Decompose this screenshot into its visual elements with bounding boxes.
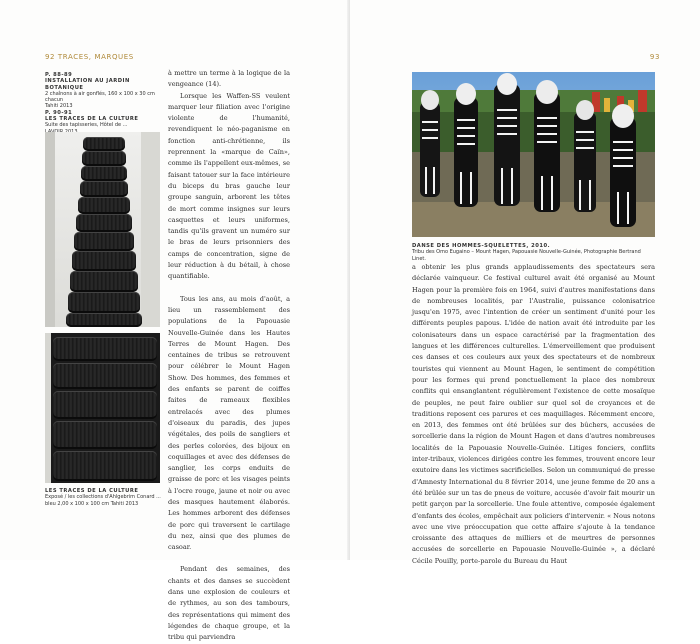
dancers-illustration	[412, 72, 655, 237]
photo-caption-line: Tribu des Omo Eugaino – Mount Hagen, Papouasie Nouvelle-Guinée, Photographie Bertrand Linet.	[412, 249, 641, 262]
caption-top	[45, 72, 167, 135]
left-page	[0, 0, 350, 642]
page-header-right: 93	[649, 53, 660, 61]
paragraph: à mettre un terme à la logique de la vengeance (14).	[168, 69, 290, 89]
paragraph: Lorsque les Waffen-SS veulent marquer leur filiation avec l'origine violente de l'humanité, revendiquent le néo-paganisme en fonction anti-chrétienne, ils reprennent la «marque de Caïn», comme ils l'appellent eux-mêmes, se faisant tatouer sur la face intérieure du biceps du bras gauche leur groupe sanguin, arborent les têtes de mort comme insignes sur leurs casquettes et leurs uniformes, tandis qu'ils gravent un numéro sur le bras de leurs prisonniers des camps de concentration, signe de leur réduction à du bétail, à chose quantifiable.	[168, 91, 290, 281]
skeleton-dancers-photo	[412, 72, 655, 237]
caption-line: Tahiti 2013	[45, 103, 73, 110]
caption-line: INSTALLATION AU JARDIN BOTANIQUE	[45, 78, 130, 91]
caption-line: bleu 2,00 x 100 x 100 cm Tahiti 2013	[45, 500, 139, 507]
photo-caption	[412, 243, 655, 262]
caption-title: LES TRACES DE LA CULTURE	[45, 488, 139, 494]
tire-stack-photo-top	[45, 132, 160, 327]
paragraph: Pendant des semaines, des chants et des danses se succèdent dans une explosion de couleurs et de rythmes, au son des tambours, des représentations qui miment des légendes de chaque groupe, et la tribu qui parviendra	[168, 565, 290, 642]
right-body-column	[412, 262, 655, 565]
page-header-left: 92 TRACES, MARQUES	[45, 53, 134, 61]
paragraph: Tous les ans, au mois d'août, a lieu un rassemblement des populations de la Papouasie Nouvelle-Guinée dans les Hautes Terres de Mount Hagen. Des centaines de tribus se retrouvent pour célébrer le Mount Hagen Show. Des hommes, des femmes et des enfants se parent de coiffes faites de rameaux flexibles entrelacés avec des plumes d'oiseaux du paradis, des jupes végétales, des poils de sangliers et des perles colorées, des bijoux en coquillages et avec des défenses de sanglier, les corps enduits de graisse de porc et les visages peints à l'ocre rouge, jaune et noir ou avec des masques hautement élaborés. Les hommes arborent des défenses de porc qui traversent le cartilage du nez, ainsi que des plumes de casoar.	[168, 294, 290, 552]
caption-line: Exposé / les collections d'Ahlgebrim Conard ...	[45, 494, 161, 501]
tire-stack-photo-bottom	[45, 333, 160, 483]
left-body-column	[168, 68, 290, 644]
caption-line: 2 chaînons à air gonflés, 160 x 100 x 30 cm chacun	[45, 90, 155, 104]
caption-line: LES TRACES DE LA CULTURE	[45, 116, 139, 123]
caption-line: Suite des tapisseries, Hôtel de ...	[45, 122, 128, 129]
photo-caption-title: DANSE DES HOMMES-SQUELETTES, 2010.	[412, 243, 551, 249]
caption-line: P. 90-91	[45, 109, 73, 116]
caption-line: P. 88-89	[45, 72, 73, 78]
paragraph: a obtenir les plus grands applaudissements des spectateurs sera déclarée vainqueur. Ce festival culturel avait été organisé au Mount Hagen pour la première fois en 1964, suivi d'autres manifestations dans de nombreuses localités, par l'Australie, puissance colonisatrice jusqu'en 1975, avec l'intention de créer un sentiment d'unité pour les différents peuples papous. L'idée de nation avait été introduite par les colonisateurs dans un espace caractérisé par la fragmentation des langues et les différences culturelles. L'émerveillement que produisent ces danses et ces couleurs aux yeux des spectateurs et de nombreux touristes qui viennent au Mount Hagen, le sentiment de compétition pour les formes qui prend ponctuellement la place des nombreux conflits qui ensanglantent régulièrement l'existence de cette mosaïque de peuples, ne peut faire oublier sur quel sol de croyances et de traditions reposent ces parures et ces maquillages. Récemment encore, en 2013, des femmes ont été brûlées sur des bûchers, accusées de sorcellerie dans la région de Mount Hagen et dans d'autres nombreuses localités de la Papouasie Nouvelle-Guinée. Litiges fonciers, conflits inter-tribaux, violences dirigées contre les femmes, trouvent encore leur exutoire dans les victimes sacrificielles. Selon un communiqué de presse d'Amnesty International du 8 février 2014, une jeune femme de 20 ans a été brûlée sur un tas de pneus de voiture, accusée d'avoir fait mourir un petit garçon par la sorcellerie. Une foule attentive, composée également d'enfants des écoles, empêchait aux policiers d'intervenir. « Nous notons avec une vive préoccupation que cette affaire s'ajoute à la tendance croissante des attaques de milliers et de meurtres de personnes accusées de sorcellerie en Papouasie Nouvelle-Guinée », a déclaré Cécile Pouilly, porte-parole du Bureau du Haut	[412, 263, 655, 565]
caption-bottom	[45, 488, 167, 507]
